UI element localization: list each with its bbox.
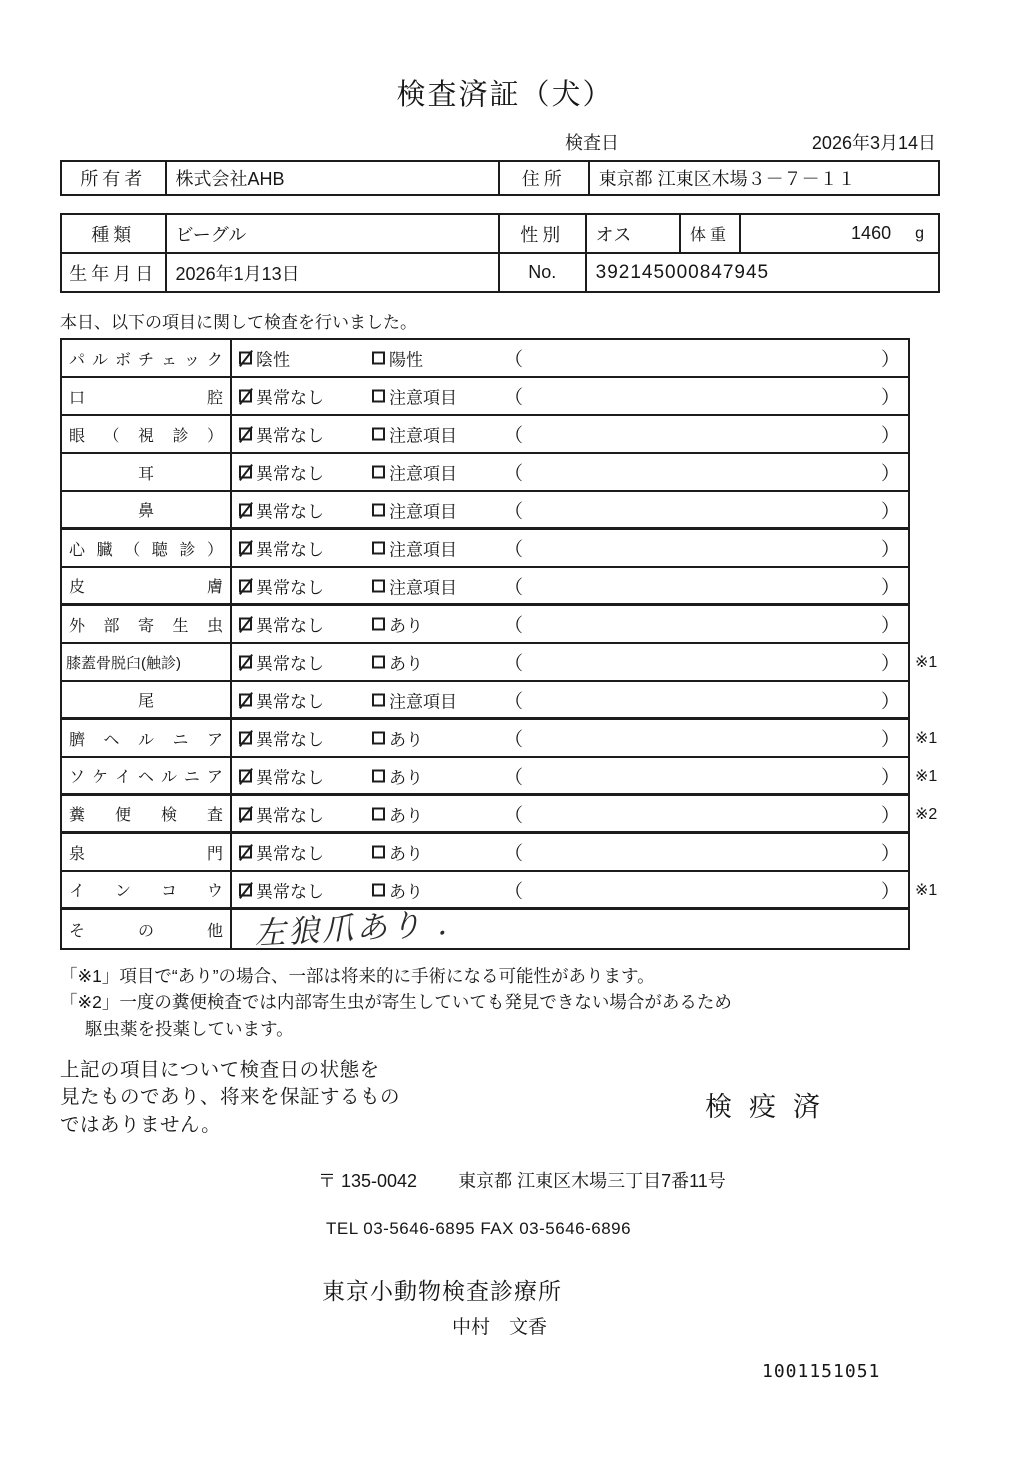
result-option-primary bbox=[239, 536, 324, 561]
close-paren-label: ） bbox=[880, 577, 900, 598]
label-part: 他 bbox=[206, 922, 223, 940]
animal-row-1 bbox=[62, 215, 938, 254]
label-part: コ bbox=[160, 883, 177, 900]
inspection-row-body bbox=[232, 905, 908, 953]
disclaimer-section bbox=[60, 1057, 950, 1153]
label-part: 部 bbox=[103, 617, 120, 635]
result-option-secondary bbox=[372, 384, 457, 409]
result-option-secondary bbox=[372, 801, 423, 826]
label-part: の bbox=[137, 922, 154, 940]
unchecked-box-icon bbox=[372, 656, 385, 669]
checked-box-icon bbox=[239, 846, 252, 859]
checked-box-icon bbox=[239, 883, 252, 896]
open-paren-label: （ bbox=[504, 349, 524, 371]
option-label: 異常なし bbox=[256, 654, 324, 674]
label-part: ン bbox=[114, 883, 131, 900]
inspection-item-label bbox=[62, 568, 232, 603]
inspection-row-body bbox=[232, 378, 908, 414]
owner-row bbox=[62, 162, 938, 194]
open-paren-label: （ bbox=[504, 501, 524, 522]
open-paren-label: （ bbox=[504, 767, 524, 788]
label-part: 寄 bbox=[137, 617, 154, 635]
unchecked-box-icon bbox=[372, 769, 385, 782]
close-paren-label: ） bbox=[880, 387, 900, 409]
checked-box-icon bbox=[239, 618, 252, 631]
inspection-row-body bbox=[232, 606, 908, 642]
address-label: 住所 bbox=[500, 162, 590, 194]
open-paren-label: （ bbox=[504, 881, 524, 902]
inspection-row-body bbox=[232, 340, 908, 376]
note-1: 「※1」項目で“あり”の場合、一部は将来的に手術になる可能性があります。 bbox=[60, 966, 655, 986]
inspection-item-label bbox=[62, 720, 232, 756]
inspection-item-label bbox=[62, 682, 232, 717]
close-paren-label: ） bbox=[880, 691, 900, 712]
inspection-row bbox=[62, 454, 908, 492]
inspection-row bbox=[62, 872, 938, 910]
weight-unit: g bbox=[915, 224, 924, 242]
inspection-row bbox=[62, 492, 908, 530]
label-part: チ bbox=[137, 351, 154, 369]
owner-table bbox=[60, 160, 940, 196]
label-part: 診 bbox=[172, 427, 189, 445]
label-part: 便 bbox=[114, 807, 131, 824]
open-paren-label: （ bbox=[504, 577, 524, 598]
birthdate-label: 生年月日 bbox=[62, 254, 167, 291]
label-part: 耳 bbox=[137, 465, 154, 483]
label-part: 口 bbox=[69, 389, 86, 407]
close-paren-label: ） bbox=[880, 805, 900, 826]
option-label: あり bbox=[389, 806, 423, 825]
option-label: あり bbox=[389, 616, 423, 636]
open-paren-label: （ bbox=[504, 843, 524, 865]
option-label: あり bbox=[389, 882, 423, 901]
label-part: 査 bbox=[206, 807, 223, 824]
label-part: ） bbox=[206, 427, 223, 445]
option-label: 異常なし bbox=[256, 692, 324, 711]
option-label: 異常なし bbox=[256, 616, 324, 636]
option-label: 異常なし bbox=[256, 502, 324, 521]
inspection-row bbox=[62, 834, 908, 872]
inspection-date-label: 検査日 bbox=[565, 133, 619, 153]
option-label: 注意項目 bbox=[389, 540, 457, 560]
inspection-row bbox=[62, 796, 938, 834]
unchecked-box-icon bbox=[372, 503, 385, 516]
option-label: 注意項目 bbox=[389, 578, 457, 597]
label-part: イ bbox=[114, 769, 131, 786]
inspection-item-label bbox=[62, 910, 232, 948]
breed-label: 種類 bbox=[62, 215, 167, 252]
inspection-row bbox=[62, 720, 938, 758]
inspection-row bbox=[62, 340, 908, 378]
option-label: 注意項目 bbox=[389, 388, 457, 408]
inspection-row-body bbox=[232, 492, 908, 527]
option-label: 異常なし bbox=[256, 844, 324, 864]
label-part: 糞 bbox=[69, 807, 86, 824]
label-part: 膚 bbox=[206, 579, 223, 596]
option-label: 注意項目 bbox=[389, 426, 457, 446]
inspection-item-label bbox=[62, 454, 232, 490]
inspection-row-body bbox=[232, 872, 908, 907]
inspection-item-label bbox=[62, 758, 232, 793]
inspection-row-body bbox=[232, 416, 908, 452]
weight-label: 体重 bbox=[681, 215, 741, 252]
animal-info-table bbox=[60, 213, 940, 293]
label-part: ヘ bbox=[137, 769, 154, 786]
notes-section bbox=[60, 963, 950, 1042]
inspection-item-label bbox=[62, 644, 232, 680]
label-part: 生 bbox=[172, 617, 189, 635]
open-paren-label: （ bbox=[504, 463, 524, 485]
option-label: 異常なし bbox=[256, 768, 324, 787]
owner-value: 株式会社AHB bbox=[167, 162, 500, 194]
option-label: 異常なし bbox=[256, 426, 324, 446]
result-option-secondary bbox=[372, 687, 457, 712]
label-part: 膝蓋骨脱臼(触診) bbox=[66, 654, 181, 672]
option-label: 異常なし bbox=[256, 578, 324, 597]
label-part: 聴 bbox=[151, 541, 168, 559]
option-label: あり bbox=[389, 654, 423, 674]
label-part: 門 bbox=[206, 845, 223, 863]
close-paren-label: ） bbox=[880, 349, 900, 371]
label-part: ク bbox=[206, 351, 223, 369]
result-option-secondary bbox=[372, 612, 423, 637]
checked-box-icon bbox=[239, 503, 252, 516]
inspection-row-body bbox=[232, 834, 908, 870]
result-option-secondary bbox=[372, 726, 423, 751]
label-part: 皮 bbox=[69, 579, 86, 596]
open-paren-label: （ bbox=[504, 425, 524, 447]
unchecked-box-icon bbox=[372, 732, 385, 745]
note-2: 「※2」一度の糞便検査では内部寄生虫が寄生していても発見できない場合があるため bbox=[60, 992, 732, 1013]
inspection-row bbox=[62, 568, 908, 606]
inspection-row bbox=[62, 416, 908, 454]
unchecked-box-icon bbox=[372, 542, 385, 555]
checked-box-icon bbox=[239, 656, 252, 669]
open-paren-label: （ bbox=[504, 805, 524, 826]
label-part: 尾 bbox=[137, 693, 154, 710]
close-paren-label: ） bbox=[880, 463, 900, 485]
label-part: ル bbox=[137, 731, 154, 749]
label-part: ル bbox=[160, 769, 177, 786]
option-label: 陽性 bbox=[389, 350, 423, 370]
label-part: ソ bbox=[69, 769, 86, 786]
unchecked-box-icon bbox=[372, 428, 385, 441]
unchecked-box-icon bbox=[372, 846, 385, 859]
inspection-row-body bbox=[232, 530, 908, 566]
inspection-row bbox=[62, 530, 908, 568]
birthdate-value: 2026年1月13日 bbox=[167, 254, 500, 291]
open-paren-label: （ bbox=[504, 615, 524, 637]
option-label: 注意項目 bbox=[389, 692, 457, 711]
inspection-item-label bbox=[62, 796, 232, 831]
inspection-row-body bbox=[232, 682, 908, 717]
inspection-item-label bbox=[62, 340, 232, 376]
close-paren-label: ） bbox=[880, 501, 900, 522]
close-paren-label: ） bbox=[880, 767, 900, 788]
reference-mark: ※1 bbox=[915, 730, 938, 747]
examiner-name: 中村 文香 bbox=[452, 1316, 548, 1338]
result-option-secondary bbox=[372, 346, 423, 371]
clinic-address: 東京都 江東区木場三丁目7番11号 bbox=[458, 1170, 726, 1191]
result-option-primary bbox=[239, 726, 324, 751]
inspection-item-label bbox=[62, 872, 232, 907]
label-part: （ bbox=[124, 541, 141, 559]
note-2-continued: 駆虫薬を投薬しています。 bbox=[85, 1018, 294, 1039]
inspection-row-body bbox=[232, 796, 908, 831]
option-label: 異常なし bbox=[256, 806, 324, 825]
label-part: そ bbox=[69, 922, 86, 940]
inspection-item-label bbox=[62, 492, 232, 527]
reference-mark: ※1 bbox=[915, 654, 938, 671]
option-label: あり bbox=[389, 844, 423, 864]
label-part: ウ bbox=[206, 883, 223, 900]
inspection-row bbox=[62, 378, 908, 416]
result-option-primary bbox=[239, 497, 324, 522]
label-part: ニ bbox=[172, 731, 189, 749]
clinic-address-line bbox=[318, 1167, 950, 1193]
quarantine-stamp: 検疫済 bbox=[705, 1091, 837, 1122]
page-title: 検査済証（犬） bbox=[396, 79, 614, 111]
sex-value: オス bbox=[587, 215, 682, 252]
inspection-row bbox=[62, 644, 938, 682]
result-option-primary bbox=[239, 573, 324, 598]
reference-mark: ※1 bbox=[915, 881, 938, 899]
result-option-secondary bbox=[372, 460, 457, 485]
result-option-secondary bbox=[372, 422, 457, 447]
inspection-date-row bbox=[60, 129, 940, 153]
owner-label: 所有者 bbox=[62, 162, 167, 194]
checked-box-icon bbox=[239, 693, 252, 706]
intro-text: 本日、以下の項目に関して検査を行いました。 bbox=[60, 313, 417, 332]
label-part: 腔 bbox=[206, 389, 223, 407]
checked-box-icon bbox=[239, 390, 252, 403]
no-label: No. bbox=[500, 254, 587, 291]
label-part: 眼 bbox=[69, 427, 86, 445]
unchecked-box-icon bbox=[372, 466, 385, 479]
label-part: イ bbox=[69, 883, 86, 900]
result-option-primary bbox=[239, 687, 324, 712]
result-option-primary bbox=[239, 877, 324, 902]
inspection-row bbox=[62, 905, 908, 953]
open-paren-label: （ bbox=[504, 691, 524, 712]
option-label: あり bbox=[389, 768, 423, 787]
label-part: 臍 bbox=[69, 731, 86, 749]
serial-number: 1001151051 bbox=[762, 1360, 881, 1382]
unchecked-box-icon bbox=[372, 352, 385, 365]
checked-box-icon bbox=[239, 352, 252, 365]
open-paren-label: （ bbox=[504, 729, 524, 751]
open-paren-label: （ bbox=[504, 539, 524, 561]
label-part: 泉 bbox=[69, 845, 86, 863]
result-option-primary bbox=[239, 384, 324, 409]
unchecked-box-icon bbox=[372, 807, 385, 820]
close-paren-label: ） bbox=[880, 425, 900, 447]
result-option-secondary bbox=[372, 650, 423, 675]
label-part: （ bbox=[103, 427, 120, 445]
inspection-item-label bbox=[62, 834, 232, 870]
inspection-row bbox=[62, 758, 938, 796]
close-paren-label: ） bbox=[880, 653, 900, 675]
option-label: 異常なし bbox=[256, 388, 324, 408]
option-label: 異常なし bbox=[256, 882, 324, 901]
checked-box-icon bbox=[239, 466, 252, 479]
label-part: 臓 bbox=[96, 541, 113, 559]
result-option-primary bbox=[239, 650, 324, 675]
weight-value-cell bbox=[741, 215, 938, 252]
open-paren-label: （ bbox=[504, 653, 524, 675]
result-option-secondary bbox=[372, 877, 423, 902]
option-label: 異常なし bbox=[256, 730, 324, 750]
result-option-secondary bbox=[372, 573, 457, 598]
label-part: 虫 bbox=[206, 617, 223, 635]
checked-box-icon bbox=[239, 579, 252, 592]
inspection-date-value: 2026年3月14日 bbox=[811, 133, 936, 153]
label-part: パ bbox=[69, 351, 86, 369]
sex-label: 性別 bbox=[500, 215, 587, 252]
inspection-row-body bbox=[232, 758, 908, 793]
label-part: 検 bbox=[160, 807, 177, 824]
result-option-primary bbox=[239, 460, 324, 485]
inspection-row-body bbox=[232, 720, 908, 756]
result-option-primary bbox=[239, 801, 324, 826]
postal-code: 〒 135-0042 bbox=[318, 1170, 418, 1191]
checked-box-icon bbox=[239, 542, 252, 555]
close-paren-label: ） bbox=[880, 843, 900, 865]
inspection-row-body bbox=[232, 644, 908, 680]
label-part: ル bbox=[91, 351, 108, 369]
checked-box-icon bbox=[239, 428, 252, 441]
checked-box-icon bbox=[239, 807, 252, 820]
disclaimer-line-2: 見たものであり、将来を保証するもの bbox=[60, 1086, 401, 1109]
result-option-secondary bbox=[372, 763, 423, 788]
checked-box-icon bbox=[239, 732, 252, 745]
option-label: 異常なし bbox=[256, 540, 324, 560]
result-option-primary bbox=[239, 422, 324, 447]
close-paren-label: ） bbox=[880, 729, 900, 751]
option-label: 注意項目 bbox=[389, 464, 457, 484]
label-part: ケ bbox=[91, 769, 108, 786]
close-paren-label: ） bbox=[880, 881, 900, 902]
result-option-primary bbox=[239, 346, 290, 371]
unchecked-box-icon bbox=[372, 883, 385, 896]
label-part: ヘ bbox=[103, 731, 120, 749]
label-part: ェ bbox=[160, 351, 177, 369]
breed-value: ビーグル bbox=[167, 215, 500, 252]
inspection-row-body bbox=[232, 454, 908, 490]
label-part: ） bbox=[206, 541, 223, 559]
label-part: 診 bbox=[179, 541, 196, 559]
option-label: あり bbox=[389, 730, 423, 750]
inspection-item-label bbox=[62, 416, 232, 452]
result-option-secondary bbox=[372, 497, 457, 522]
handwritten-note: 左狼爪あり . bbox=[253, 905, 451, 953]
unchecked-box-icon bbox=[372, 693, 385, 706]
inspection-row-body bbox=[232, 568, 908, 603]
result-option-secondary bbox=[372, 536, 457, 561]
label-part: ニ bbox=[183, 769, 200, 786]
clinic-name: 東京小動物検査診療所 bbox=[322, 1277, 562, 1304]
inspection-item-label bbox=[62, 606, 232, 642]
label-part: 鼻 bbox=[137, 503, 154, 520]
inspection-table bbox=[60, 338, 938, 953]
option-label: 異常なし bbox=[256, 464, 324, 484]
result-option-primary bbox=[239, 840, 324, 865]
disclaimer-line-3: ではありません。 bbox=[60, 1114, 222, 1137]
close-paren-label: ） bbox=[880, 615, 900, 637]
option-label: 陰性 bbox=[256, 350, 290, 370]
label-part: 外 bbox=[69, 617, 86, 635]
label-part: ボ bbox=[114, 351, 131, 369]
disclaimer-line-1: 上記の項目について検査日の状態を bbox=[60, 1058, 380, 1081]
label-part: 心 bbox=[69, 541, 86, 559]
label-part: ア bbox=[206, 731, 223, 749]
reference-mark: ※1 bbox=[915, 767, 938, 785]
animal-row-2 bbox=[62, 254, 938, 291]
inspection-item-label bbox=[62, 530, 232, 566]
reference-mark: ※2 bbox=[915, 805, 938, 823]
weight-value: 1460 bbox=[851, 223, 892, 243]
option-label: 注意項目 bbox=[389, 502, 457, 521]
unchecked-box-icon bbox=[372, 618, 385, 631]
result-option-secondary bbox=[372, 840, 423, 865]
inspection-row bbox=[62, 606, 908, 644]
unchecked-box-icon bbox=[372, 579, 385, 592]
tel-fax-line: TEL 03-5646-6895 FAX 03-5646-6896 bbox=[326, 1218, 632, 1238]
result-option-primary bbox=[239, 763, 324, 788]
open-paren-label: （ bbox=[504, 387, 524, 409]
checked-box-icon bbox=[239, 769, 252, 782]
inspection-item-label bbox=[62, 378, 232, 414]
result-option-primary bbox=[239, 612, 324, 637]
label-part: ア bbox=[206, 769, 223, 786]
no-value: 392145000847945 bbox=[595, 261, 770, 283]
inspection-row bbox=[62, 682, 908, 720]
label-part: ッ bbox=[183, 351, 200, 369]
label-part: 視 bbox=[137, 427, 154, 445]
close-paren-label: ） bbox=[880, 539, 900, 561]
address-value: 東京都 江東区木場３－７－１１ bbox=[598, 169, 856, 189]
unchecked-box-icon bbox=[372, 390, 385, 403]
